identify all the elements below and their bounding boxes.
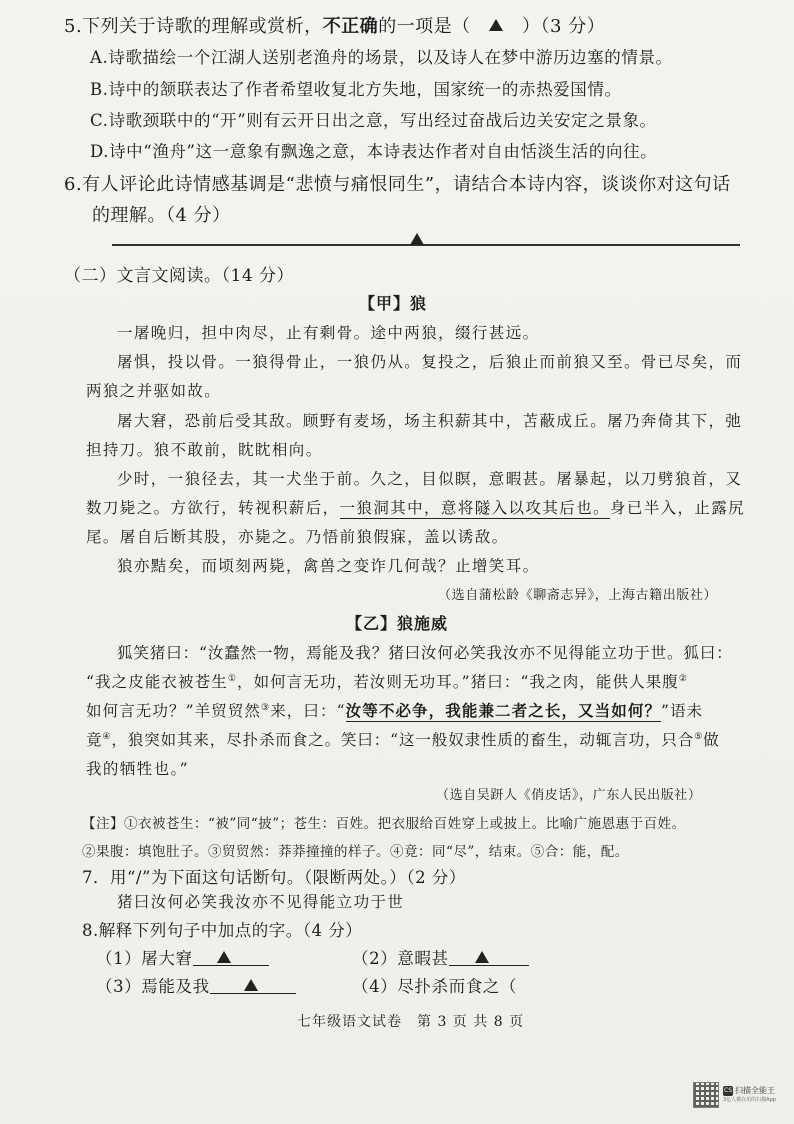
yi-line: 狐笑猪曰：“汝蠢然一物，焉能及我？猪曰汝何必笑我汝亦不见得能立功于世。狐曰： bbox=[117, 644, 733, 662]
jia-line: 两狼之并驱如故。 bbox=[86, 382, 222, 400]
passage-yi-title: 【乙】狼施威 bbox=[346, 614, 449, 633]
triangle-answer-marker-icon bbox=[410, 233, 424, 245]
answer-blank bbox=[210, 979, 296, 994]
answer-blank bbox=[517, 980, 577, 994]
camscanner-logo-icon: CS bbox=[724, 1086, 732, 1094]
jia-line: 一屠晚归，担中肉尽，止有剩骨。途中两狼，缀行甚远。 bbox=[117, 324, 540, 342]
q5-option-a: A.诗歌描绘一个江湖人送别老渔舟的场景，以及诗人在梦中游历边塞的情景。 bbox=[90, 48, 673, 67]
jia-line: 尾。屠自后断其股，亦毙之。乃悟前狼假寐，盖以诱敌。 bbox=[86, 528, 509, 546]
underlined-sentence: 一狼洞其中，意将隧入以攻其后也。 bbox=[339, 499, 610, 517]
q8-item-3: （3）焉能及我 bbox=[96, 973, 296, 997]
jia-source: （选自蒲松龄《聊斋志异》，上海古籍出版社） bbox=[438, 588, 718, 603]
yi-line: 我的牺牲也。” bbox=[86, 760, 189, 778]
scanner-app-tagline: 3亿人都在用的扫描App bbox=[723, 1096, 776, 1103]
q8-item-2: （2）意暇甚 bbox=[352, 945, 529, 969]
triangle-answer-marker-icon bbox=[217, 951, 231, 963]
jia-line: 担持刀。狼不敢前，眈眈相向。 bbox=[86, 441, 323, 459]
q5-option-c: C.诗歌颈联中的“开”则有云开日出之意，写出经过奋战后边关安定之景象。 bbox=[90, 111, 657, 130]
qr-code-icon bbox=[693, 1082, 719, 1108]
triangle-answer-marker-icon bbox=[489, 19, 503, 31]
scanner-app-name: 扫描全能王 bbox=[735, 1086, 775, 1095]
answer-blank bbox=[193, 951, 269, 966]
q6-stem-line1: 6.有人评论此诗情感基调是“悲愤与痛恨同生”，请结合本诗内容，谈谈你对这句话 bbox=[64, 174, 731, 195]
q8-item-4: （4）尽扑杀而食之（ bbox=[352, 973, 577, 997]
q8-item-1: （1）屠大窘 bbox=[96, 945, 269, 969]
section2-heading: （二）文言文阅读。（14 分） bbox=[64, 266, 295, 286]
underlined-sentence: 汝等不必争，我能兼二者之长，又当如何？ bbox=[345, 701, 662, 720]
q7-stem: 7．用“/”为下面这句话断句。（限断两处。）（2 分） bbox=[82, 868, 466, 887]
annotation-line: ②果腹：填饱肚子。③贸贸然：莽莽撞撞的样子。④竟：同“尽”，结束。⑤合：能，配。 bbox=[82, 844, 629, 860]
q5-stem: 5.下列关于诗歌的理解或赏析，不正确的一项是（ ）（3 分） bbox=[64, 16, 606, 37]
scanner-watermark bbox=[693, 1080, 789, 1110]
yi-line-with-underline: 如何言无功？”羊贸贸然③来，曰：“汝等不必争，我能兼二者之长，又当如何？”语未 bbox=[86, 701, 704, 720]
triangle-answer-marker-icon bbox=[244, 979, 258, 991]
triangle-answer-marker-icon bbox=[475, 951, 489, 963]
yi-line: “我之皮能衣被苍生①，如何言无功，若汝则无功耳。”猪曰：“我之肉，能供人果腹② bbox=[86, 673, 689, 691]
q7-sentence: 猪曰汝何必笑我汝亦不见得能立功于世 bbox=[117, 893, 405, 911]
passage-jia-title: 【甲】狼 bbox=[359, 294, 428, 313]
jia-line: 屠大窘，恐前后受其敌。顾野有麦场，场主积薪其中，苫蔽成丘。屠乃奔倚其下，弛 bbox=[117, 412, 743, 430]
page-footer: 七年级语文试卷 第 3 页 共 8 页 bbox=[297, 1014, 525, 1030]
answer-blank bbox=[449, 951, 529, 966]
jia-line-with-underline: 数刀毙之。方欲行，转视积薪后，一狼洞其中，意将隧入以攻其后也。身已半入，止露尻 bbox=[86, 499, 746, 517]
jia-line: 狼亦黠矣，而顷刻两毙，禽兽之变诈几何哉？止增笑耳。 bbox=[117, 557, 540, 575]
jia-line: 少时，一狼径去，其一犬坐于前。久之，目似瞑，意暇甚。屠暴起，以刀劈狼首，又 bbox=[117, 470, 743, 488]
answer-divider-line bbox=[112, 244, 740, 246]
q5-option-b: B.诗中的颔联表达了作者希望收复北方失地，国家统一的赤热爱国情。 bbox=[90, 80, 622, 99]
q8-stem: 8.解释下列句子中加点的字。（4 分） bbox=[82, 921, 363, 940]
jia-line: 屠惧，投以骨。一狼得骨止，一狼仍从。复投之，后狼止而前狼又至。骨已尽矣，而 bbox=[117, 353, 743, 371]
yi-source: （选自吴趼人《俏皮话》，广东人民出版社） bbox=[436, 788, 702, 803]
annotation-line: 【注】①衣被苍生：“被”同“披”；苍生：百姓。把衣服给百姓穿上或披上。比喻广施恩惠于百姓。 bbox=[82, 816, 686, 832]
q5-option-d: D.诗中“渔舟”这一意象有飘逸之意，本诗表达作者对自由恬淡生活的向往。 bbox=[90, 142, 658, 161]
q6-stem-line2: 的理解。（4 分） bbox=[92, 205, 231, 226]
yi-line: 竟④，狼突如其来，尽扑杀而食之。笑曰：“这一般奴隶性质的畜生，动辄言功，只合⑤做 bbox=[86, 731, 720, 749]
